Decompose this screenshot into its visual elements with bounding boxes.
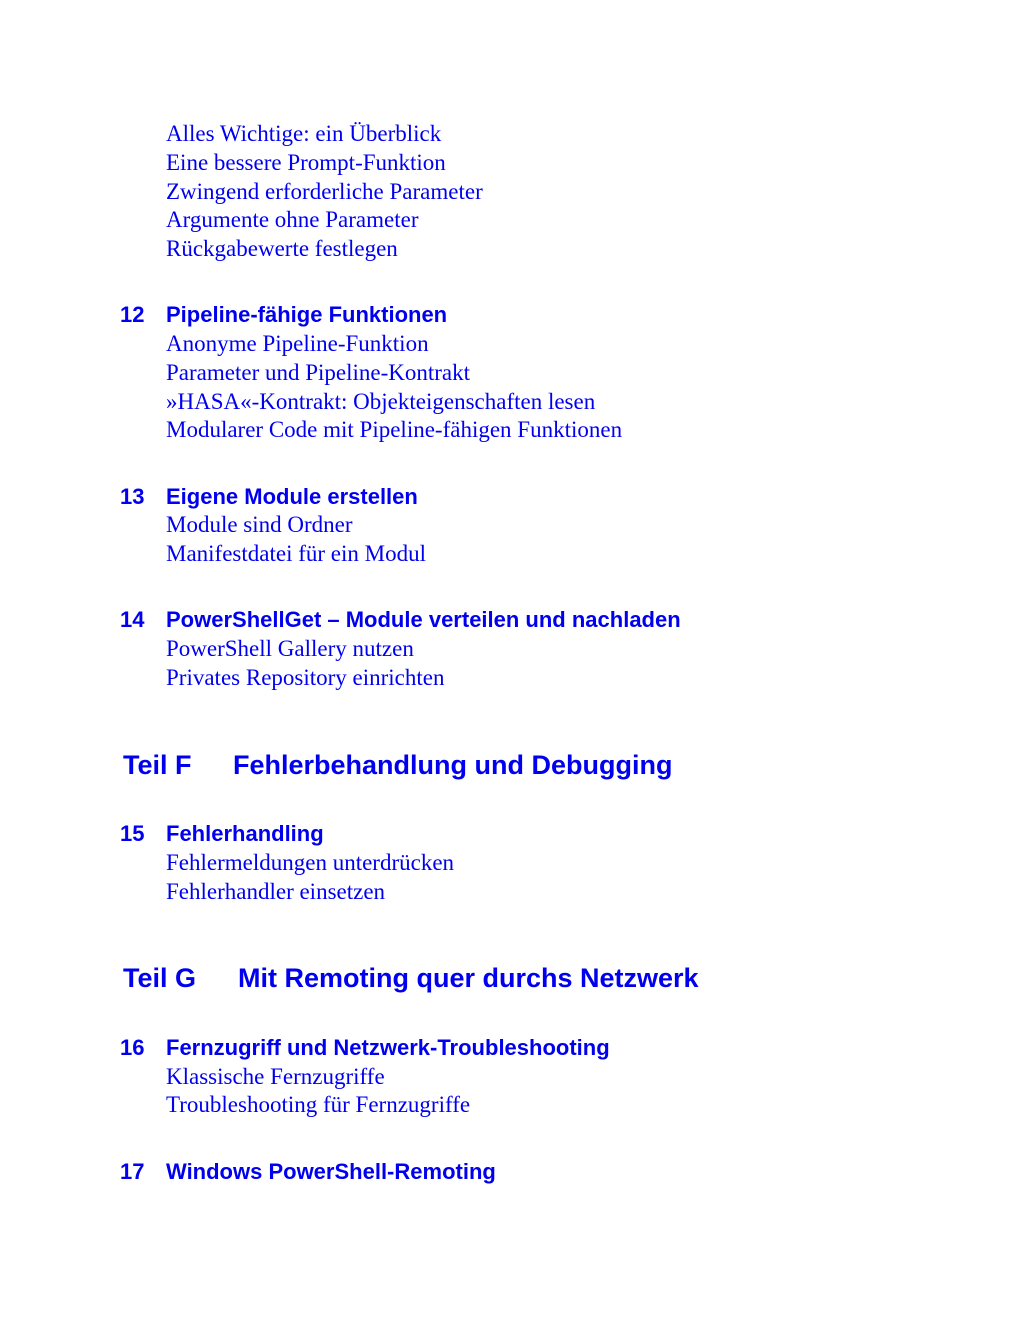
toc-entry-12-3[interactable]: »HASA«-Kontrakt: Objekteigenschaften lesen: [166, 389, 596, 414]
chapter-15-number: 15: [120, 821, 145, 846]
part-f-title[interactable]: Fehlerbehandlung und Debugging: [233, 750, 673, 780]
toc-entry-intro-2[interactable]: Eine bessere Prompt-Funktion: [166, 150, 446, 175]
chapter-14-number: 14: [120, 607, 145, 632]
part-f-label: Teil F: [123, 750, 192, 780]
toc-entry-12-4[interactable]: Modularer Code mit Pipeline-fähigen Funktionen: [166, 417, 623, 442]
toc-entry-16-2[interactable]: Troubleshooting für Fernzugriffe: [166, 1092, 471, 1117]
toc-entry-intro-4[interactable]: Argumente ohne Parameter: [166, 207, 419, 232]
toc-entry-intro-3[interactable]: Zwingend erforderliche Parameter: [166, 179, 483, 204]
toc-entry-15-2[interactable]: Fehlerhandler einsetzen: [166, 879, 386, 904]
toc-entry-12-2[interactable]: Parameter und Pipeline-Kontrakt: [166, 360, 471, 385]
toc-entry-13-1[interactable]: Module sind Ordner: [166, 512, 353, 537]
chapter-17-number: 17: [120, 1159, 145, 1184]
chapter-16-number: 16: [120, 1035, 145, 1060]
toc-entry-intro-1[interactable]: Alles Wichtige: ein Überblick: [166, 121, 442, 146]
toc-entry-13-2[interactable]: Manifestdatei für ein Modul: [166, 541, 426, 566]
part-g-label: Teil G: [123, 963, 197, 993]
toc-entry-15-1[interactable]: Fehlermeldungen unterdrücken: [166, 850, 455, 875]
chapter-16-title[interactable]: Fernzugriff und Netzwerk-Troubleshooting: [166, 1035, 610, 1060]
chapter-12-number: 12: [120, 302, 145, 327]
chapter-12-title[interactable]: Pipeline-fähige Funktionen: [166, 302, 448, 327]
toc-entry-intro-5[interactable]: Rückgabewerte festlegen: [166, 236, 398, 261]
chapter-17-title[interactable]: Windows PowerShell-Remoting: [166, 1159, 496, 1184]
toc-entry-12-1[interactable]: Anonyme Pipeline-Funktion: [166, 331, 429, 356]
chapter-14-title[interactable]: PowerShellGet – Module verteilen und nachladen: [166, 607, 681, 632]
chapter-13-number: 13: [120, 484, 145, 509]
chapter-15-title[interactable]: Fehlerhandling: [166, 821, 324, 846]
toc-entry-16-1[interactable]: Klassische Fernzugriffe: [166, 1064, 385, 1089]
toc-entry-14-2[interactable]: Privates Repository einrichten: [166, 665, 445, 690]
chapter-13-title[interactable]: Eigene Module erstellen: [166, 484, 418, 509]
part-g-title[interactable]: Mit Remoting quer durchs Netzwerk: [238, 963, 699, 993]
toc-entry-14-1[interactable]: PowerShell Gallery nutzen: [166, 636, 414, 661]
